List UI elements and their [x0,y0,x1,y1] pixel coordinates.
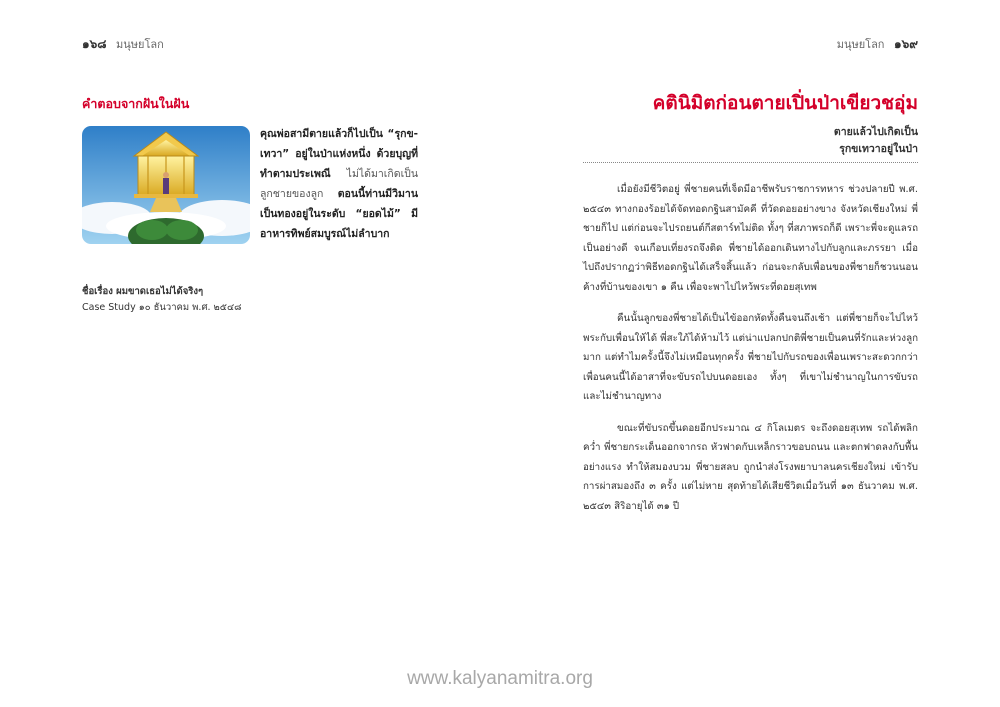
dotted-divider [583,162,918,163]
article-subtitle [834,124,918,158]
right-book-name: มนุษยโลก [836,38,885,51]
image-caption [260,124,418,244]
left-book-name: มนุษยโลก [116,38,164,51]
case-study-date: Case Study ๑๐ ธันวาคม พ.ศ. ๒๕๔๘ [82,302,242,313]
illustration-golden-house [82,126,250,244]
illustration-svg [82,126,250,244]
section-title: คำตอบจากฝันในฝัน [82,96,190,111]
subtitle-line-2: รุกขเทวาอยู่ในป่า [839,143,918,155]
story-metadata [82,284,242,316]
body-paragraph-3: ขณะที่ขับรถขึ้นดอยอีกประมาณ ๔ กิโลเมตร จะถึงดอยสุเทพ รถได้พลิกคว่ำ พี่ชายกระเด็นออกจากรถ หัวฟาดกับเหล็กราวขอบถนน และตกฟาดลงกับพื้นอย่างแรง ทำให้สมองบวม พี่ชายสลบ ถูกนำส่งโรงพยาบาลนครเชียงใหม่ เข้ารับการผ่าสมองถึง ๓ ครั้ง แต่ไม่หาย สุดท้ายได้เสียชีวิตเมื่อวันที่ ๑๓ ธันวาคม พ.ศ. ๒๕๔๓ สิริอายุได้ ๓๑ ปี [583,422,918,512]
right-page-number: ๑๖๙ [893,37,918,51]
story-title: ชื่อเรื่อง ผมขาดเธอไม่ได้จริงๆ [82,286,204,297]
caption-bold-part-2: ตอนนี้ท่านมีวิมานเป็นทองอยู่ในระดับ “ยอดไม้” มีอาหารทิพย์สมบูรณ์ไม่ลำบาก [260,188,418,240]
body-paragraph-2: คืนนั้นลูกของพี่ชายได้เป็นไข้ออกหัดทั้งคืนจนถึงเช้า แต่พี่ชายก็จะไปไหว้พระกับเพื่อนให้ได้ พี่สะใภ้ได้ห้ามไว้ แต่น่าแปลกปกติพี่ชายเป็นคนที่รักและห่วงลูกมาก แต่ทำไมครั้งนี้จึงไม่เหมือนทุกครั้ง พี่ชายไปกับรถของเพื่อนเพราะสะดวกกว่า เพื่อนคนนี้ได้อาสาที่จะขับรถไปบนดอยเอง ทั้งๆ ที่เขาไม่ชำนาญในการขับรถ และไม่ชำนาญทาง [583,313,918,402]
article-body [583,180,918,528]
left-page-number: ๑๖๘ [82,37,107,51]
body-paragraph-1: เมื่อยังมีชีวิตอยู่ พี่ชายคนที่เจ็ดมีอาชีพรับราชการทหาร ช่วงปลายปี พ.ศ. ๒๕๔๓ ทางกองร้อยได้จัดทอดกฐินสามัคคี ที่วัดดอยอย่างขาง จังหวัดเชียงใหม่ พี่ชายก็ไป แต่ก่อนจะไปรถยนต์กีสตาร์ทไม่ติด ทั้งๆ ที่สภาพรถก็ดี เพราะพี่จะดูแลรถเป็นอย่างดี จนเกือบเที่ยงรถจึงติด พี่ชายได้ออกเดินทางไปกับลูกและภรรยา เมื่อไปถึงปรากฏว่าพิธีทอดกฐินได้เสร็จสิ้นแล้ว ก่อนจะกลับเพื่อนของพี่ชายก็ชวนนอนค้างที่บ้านของเขา ๑ คืน เพื่อจะพาไปไหว้พระที่ดอยสุเทพ [583,184,918,293]
right-running-header [831,35,918,54]
left-running-header [82,35,170,54]
article-title: คตินิมิตก่อนตายเปิ่นป่าเขียวชอุ่ม [652,92,918,114]
subtitle-line-1: ตายแล้วไปเกิดเป็น [833,126,918,138]
caption-bold-part-1: คุณพ่อสามีตายแล้วก็ไปเป็น “รุกข-เทวา” อยู่ในป่าแห่งหนึ่ง ด้วยบุญที่ทำตามประเพณี [260,128,418,180]
caption-normal-part: ไม่ได้มาเกิดเป็นลูกชายของลูก [260,168,418,200]
website-watermark: www.kalyanamitra.org [407,668,593,689]
